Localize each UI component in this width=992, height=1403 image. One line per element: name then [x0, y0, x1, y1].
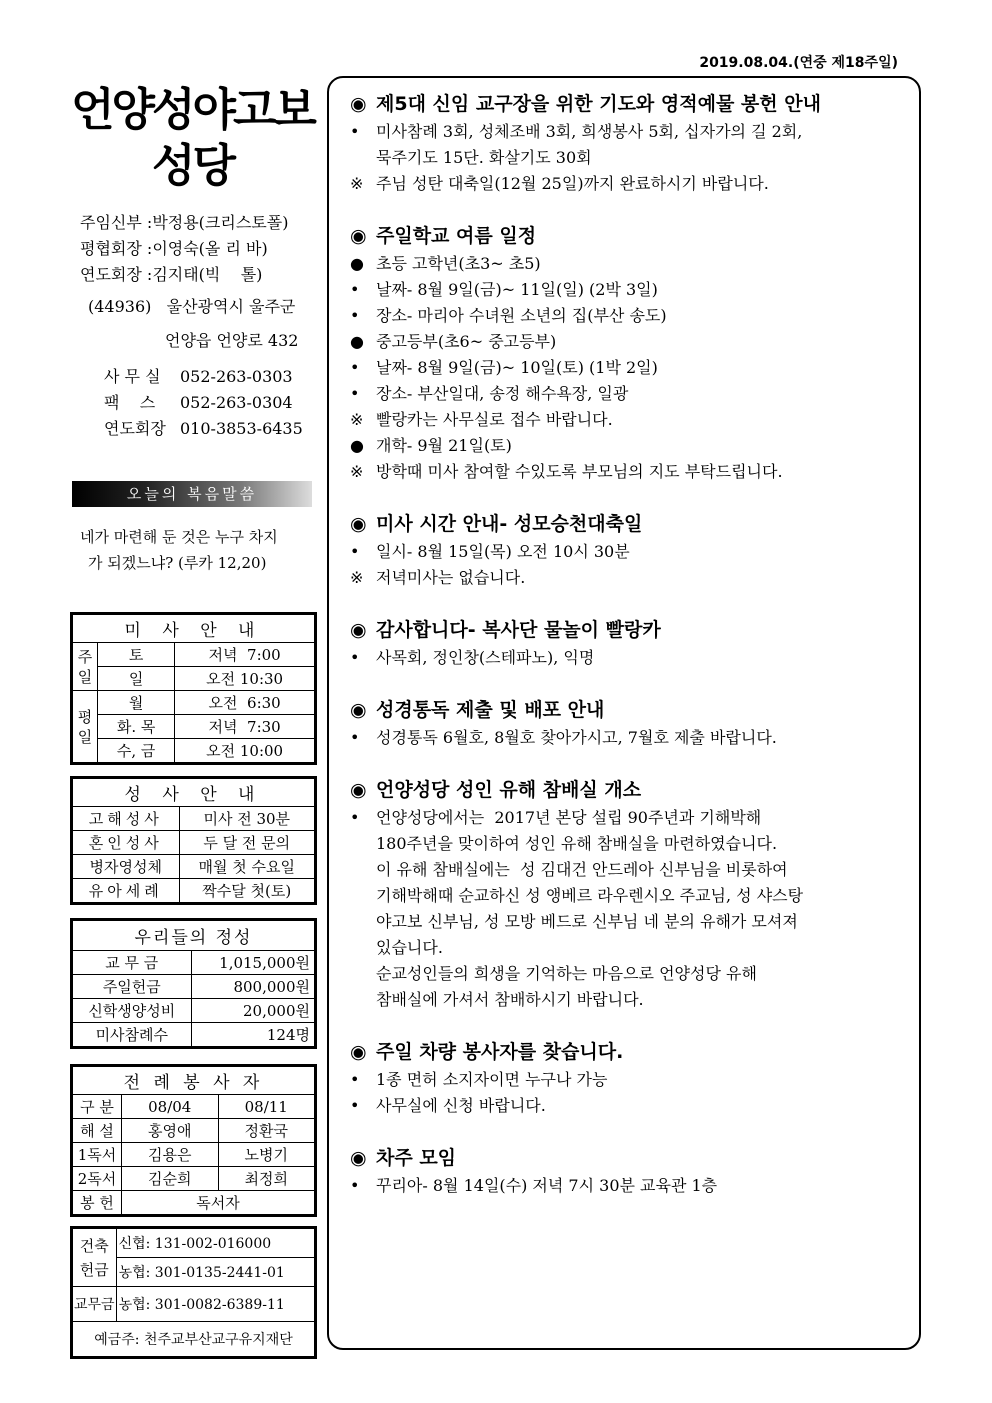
mass-time: 오전 10:00 [175, 739, 315, 763]
announcements [350, 89, 910, 1199]
target-bullet-icon: ◉ [350, 619, 367, 641]
address-line1: (44936) 울산광역시 울주군 [88, 297, 296, 316]
sacrament-value: 매월 첫 수요일 [179, 855, 314, 879]
target-bullet-icon: ◉ [350, 699, 367, 721]
mass-day: 토 [98, 643, 175, 667]
section-line: 야고보 신부님, 성 모방 베드로 신부님 네 분의 유해가 모셔져 [376, 912, 798, 931]
clergy-list [80, 210, 288, 288]
parish-title [70, 82, 315, 194]
target-bullet-icon: ◉ [350, 1147, 367, 1169]
liturgy-cell: 홍영애 [122, 1119, 219, 1143]
target-bullet-icon: ◉ [350, 225, 367, 247]
mass-day: 일 [98, 667, 175, 691]
announcement-section [350, 615, 910, 671]
section-line: • 날짜- 8월 9일(금)~ 11일(일) (2박 3일) [350, 277, 910, 303]
target-bullet-icon: ◉ [350, 513, 367, 535]
line-marker: • [350, 1176, 360, 1195]
sacrament-table-title: 성 사 안 내 [73, 779, 315, 807]
section-line: • 미사참례 3회, 성체조배 3회, 희생봉사 5회, 십자가의 길 2회, [350, 119, 910, 145]
mass-day: 화. 목 [98, 715, 175, 739]
liturgy-cell: 정환국 [218, 1119, 315, 1143]
section-title: ◉ 성경통독 제출 및 배포 안내 [350, 695, 910, 725]
contact-row: 사 무 실 052-263-0303 [104, 367, 293, 386]
section-line: • 1종 면허 소지자이면 누구나 가능 [350, 1067, 910, 1093]
liturgy-cell: 1독서 [73, 1143, 122, 1167]
section-line: • 일시- 8월 15일(목) 오전 10시 30분 [350, 539, 910, 565]
section-title: ◉ 언양성당 성인 유해 참배실 개소 [350, 775, 910, 805]
sacrament-name: 혼인성사 [73, 831, 180, 855]
target-bullet-icon: ◉ [350, 93, 367, 115]
mass-time: 저녁 7:30 [175, 715, 315, 739]
liturgy-cell: 김순희 [122, 1167, 219, 1191]
section-line: • 언양성당에서는 2017년 본당 설립 90주년과 기해박해 [350, 805, 910, 831]
offering-name: 신학생양성비 [73, 999, 192, 1023]
announcement-section [350, 775, 910, 1013]
gospel-header: 오늘의 복음말씀 [72, 481, 312, 507]
clergy-row: 주임신부 :박정용(크리스토폴) [80, 213, 289, 232]
line-marker: • [350, 122, 360, 141]
line-marker: • [350, 280, 360, 299]
offering-name: 주일헌금 [73, 975, 192, 999]
line-marker: • [350, 1096, 360, 1115]
mass-table-title: 미 사 안 내 [73, 615, 315, 643]
target-bullet-icon: ◉ [350, 1041, 367, 1063]
sacrament-value: 미사 전 30분 [179, 807, 314, 831]
mass-time: 오전 10:30 [175, 667, 315, 691]
section-line: ※ 주님 성탄 대축일(12월 25일)까지 완료하시기 바랍니다. [350, 171, 910, 197]
contact-row: 연도회장 010-3853-6435 [104, 419, 303, 438]
liturgy-cell: 독서자 [122, 1191, 315, 1215]
sacrament-name: 유아세례 [73, 879, 180, 903]
tithe-label: 교무금 [73, 1287, 117, 1322]
line-marker: • [350, 648, 360, 667]
sacrament-value: 짝수달 첫(토) [179, 879, 314, 903]
parish-title-line2: 성당 [152, 139, 233, 192]
line-marker: ※ [350, 410, 364, 429]
section-line: • 장소- 부산일대, 송정 해수욕장, 일광 [350, 381, 910, 407]
section-line: 순교성인들의 희생을 기억하는 마음으로 언양성당 유해 [376, 964, 757, 983]
offering-value: 20,000원 [191, 999, 314, 1023]
mass-day: 수, 금 [98, 739, 175, 763]
bank-account: 농협: 301-0135-2441-01 [116, 1258, 314, 1287]
bank-account: 신협: 131-002-016000 [116, 1229, 314, 1258]
announcement-section [350, 695, 910, 751]
mass-day: 월 [98, 691, 175, 715]
sacrament-table [70, 776, 317, 905]
address-line2: 언양읍 언양로 432 [165, 331, 299, 350]
sacrament-value: 두 달 전 문의 [179, 831, 314, 855]
weekday-label: 평 일 [73, 691, 98, 763]
section-line: • 날짜- 8월 9일(금)~ 10일(토) (1박 2일) [350, 355, 910, 381]
section-title: ◉ 미사 시간 안내- 성모승천대축일 [350, 509, 910, 539]
line-marker: ● [350, 332, 364, 351]
liturgy-cell: 해 설 [73, 1119, 122, 1143]
clergy-row: 평협회장 :이영숙(올 리 바) [80, 239, 268, 258]
section-line: ● 초등 고학년(초3~ 초5) [350, 251, 910, 277]
section-line: 180주년을 맞이하여 성인 유해 참배실을 마련하였습니다. [376, 834, 778, 853]
target-bullet-icon: ◉ [350, 779, 367, 801]
contact-row: 팩 스 052-263-0304 [104, 393, 293, 412]
offering-value: 800,000원 [191, 975, 314, 999]
announcement-section [350, 221, 910, 485]
line-marker: ※ [350, 462, 364, 481]
section-title: ◉ 차주 모임 [350, 1143, 910, 1173]
section-line: 참배실에 가셔서 참배하시기 바랍니다. [376, 990, 644, 1009]
bank-account: 농협: 301-0082-6389-11 [116, 1287, 314, 1322]
section-line: 있습니다. [376, 938, 443, 957]
liturgy-cell: 2독서 [73, 1167, 122, 1191]
announcement-section [350, 1037, 910, 1119]
section-line: • 꾸리아- 8월 14일(수) 저녁 7시 30분 교육관 1층 [350, 1173, 910, 1199]
offering-name: 미사참례수 [73, 1023, 192, 1047]
section-line: • 장소- 마리아 수녀원 소년의 집(부산 송도) [350, 303, 910, 329]
sacrament-name: 고해성사 [73, 807, 180, 831]
line-marker: • [350, 358, 360, 377]
section-line: ● 중고등부(초6~ 중고등부) [350, 329, 910, 355]
parish-title-line1: 언양성야고보 [71, 83, 314, 136]
gospel-text: 네가 마련해 둔 것은 누구 차지 가 되겠느냐? (루카 12,20) [80, 528, 278, 572]
line-marker: • [350, 1070, 360, 1089]
mass-time: 저녁 7:00 [175, 643, 315, 667]
liturgy-table [70, 1064, 317, 1217]
liturgy-table-title: 전 례 봉 사 자 [73, 1067, 315, 1095]
line-marker: ※ [350, 568, 364, 587]
sunday-label: 주 일 [73, 643, 98, 691]
section-line: ※ 저녁미사는 없습니다. [350, 565, 910, 591]
offering-name: 교 무 금 [73, 951, 192, 975]
line-marker: ※ [350, 174, 364, 193]
section-title: ◉ 주일 차량 봉사자를 찾습니다. [350, 1037, 910, 1067]
section-line: • 성경통독 6월호, 8월호 찾아가시고, 7월호 제출 바랍니다. [350, 725, 910, 751]
offering-value: 1,015,000원 [191, 951, 314, 975]
section-title: ◉ 감사합니다- 복사단 물놀이 빨랑카 [350, 615, 910, 645]
line-marker: • [350, 808, 360, 827]
line-marker: • [350, 384, 360, 403]
line-marker: ● [350, 254, 364, 273]
offering-value: 124명 [191, 1023, 314, 1047]
section-line: 이 유해 참배실에는 성 김대건 안드레아 신부님을 비롯하여 [376, 860, 788, 879]
clergy-row: 연도회장 :김지태(빅 톨) [80, 265, 263, 284]
liturgy-cell: 김용은 [122, 1143, 219, 1167]
offering-table-title: 우리들의 정성 [73, 921, 315, 951]
contact-list [104, 364, 303, 442]
building-fund-label: 건축 헌금 [73, 1229, 117, 1287]
section-title: ◉ 주일학교 여름 일정 [350, 221, 910, 251]
account-holder: 예금주: 천주교부산교구유지재단 [73, 1322, 315, 1357]
mass-time: 오전 6:30 [175, 691, 315, 715]
liturgy-cell: 봉 헌 [73, 1191, 122, 1215]
mass-table [70, 612, 317, 765]
sacrament-name: 병자영성체 [73, 855, 180, 879]
section-line: • 사무실에 신청 바랍니다. [350, 1093, 910, 1119]
liturgy-cell: 구 분 [73, 1095, 122, 1119]
announcement-section [350, 89, 910, 197]
section-title: ◉ 제5대 신임 교구장을 위한 기도와 영적예물 봉헌 안내 [350, 89, 910, 119]
line-marker: • [350, 306, 360, 325]
bulletin-date: 2019.08.04.(연중 제18주일) [699, 55, 898, 71]
line-marker: • [350, 542, 360, 561]
liturgy-cell: 08/11 [218, 1095, 315, 1119]
liturgy-cell: 최정희 [218, 1167, 315, 1191]
section-line: 기해박해때 순교하신 성 앵베르 라우렌시오 주교님, 성 샤스탕 [376, 886, 804, 905]
line-marker: ● [350, 436, 364, 455]
section-line: ● 개학- 9월 21일(토) [350, 433, 910, 459]
announcement-section [350, 509, 910, 591]
liturgy-cell: 노병기 [218, 1143, 315, 1167]
section-line: ※ 방학때 미사 참여할 수있도록 부모님의 지도 부탁드립니다. [350, 459, 910, 485]
section-line: ※ 빨랑카는 사무실로 접수 바랍니다. [350, 407, 910, 433]
bank-table [70, 1226, 317, 1359]
line-marker: • [350, 728, 360, 747]
announcement-section [350, 1143, 910, 1199]
offering-table [70, 918, 317, 1049]
liturgy-cell: 08/04 [122, 1095, 219, 1119]
section-line: 묵주기도 15단. 화살기도 30회 [376, 148, 592, 167]
section-line: • 사목회, 정인창(스테파노), 익명 [350, 645, 910, 671]
